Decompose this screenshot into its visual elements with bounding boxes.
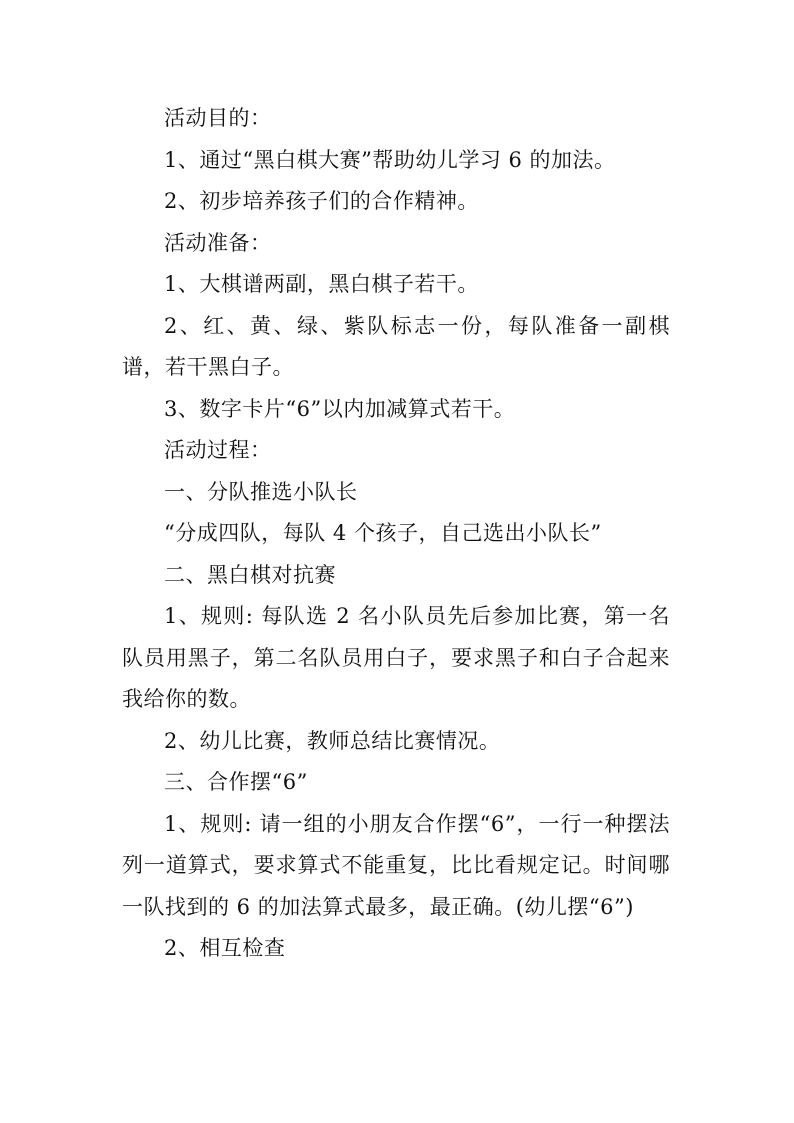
process-section-3: 三、合作摆“6”: [164, 770, 308, 794]
goal-item-1: 1、通过“黑白棋大赛”帮助幼儿学习 6 的加法。: [164, 147, 616, 172]
process-section-2-rule: 1、规则: 每队选 2 名小队员先后参加比赛，第一名队员用黑子，第二名队员用白子，要求黑子和白子合起来我给你的数。: [122, 604, 670, 711]
heading-activity-process: 活动过程：: [164, 438, 272, 462]
process-section-2-summary: 2、幼儿比赛，教师总结比赛情况。: [164, 728, 501, 753]
document-body: [122, 98, 670, 970]
process-section-1: 一、分队推选小队长: [164, 479, 358, 504]
preparation-item-2: 2、红、黄、绿、紫队标志一份，每队准备一副棋谱，若干黑白子。: [122, 313, 670, 379]
heading-activity-goal: 活动目的：: [164, 106, 272, 130]
process-section-3-check: 2、相互检查: [164, 936, 286, 960]
process-section-3-rule: 1、规则: 请一组的小朋友合作摆“6”，一行一种摆法列一道算式，要求算式不能重复，比比看规定记。时间哪一队找到的 6 的加法算式最多，最正确。(幼儿摆“6”): [122, 811, 670, 919]
preparation-item-1: 1、大棋谱两副，黑白棋子若干。: [164, 272, 479, 296]
process-section-2: 二、黑白棋对抗赛: [164, 562, 336, 587]
heading-activity-preparation: 活动准备：: [164, 230, 272, 255]
preparation-item-3: 3、数字卡片“6”以内加减算式若干。: [164, 396, 516, 421]
process-section-1-quote: “分成四队，每队 4 个孩子，自己选出小队长”: [164, 521, 602, 545]
goal-item-2: 2、初步培养孩子们的合作精神。: [164, 189, 479, 213]
